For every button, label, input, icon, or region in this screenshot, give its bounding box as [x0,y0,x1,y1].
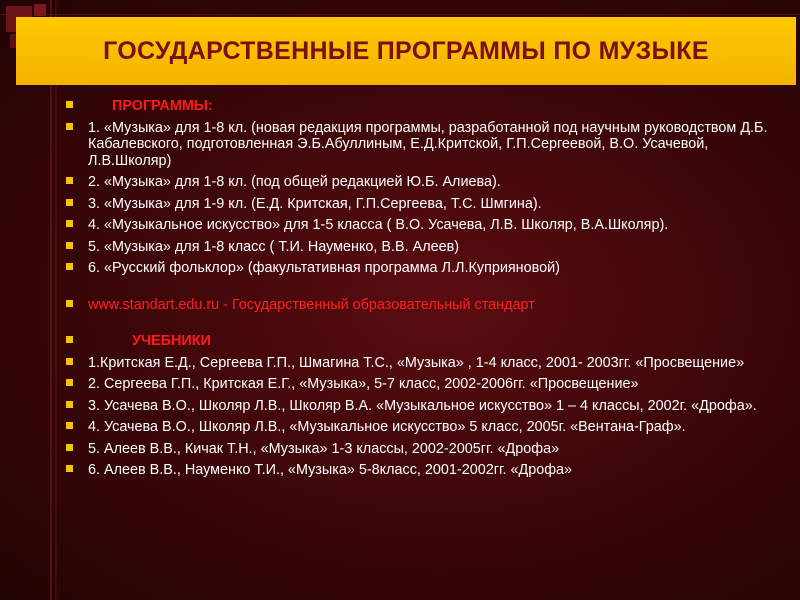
list-item [66,355,778,372]
list-item[interactable] [66,297,778,314]
list-item [66,260,778,277]
title-bar [16,17,796,85]
decorative-line [0,14,800,15]
textbooks-header: УЧЕБНИКИ [132,333,211,349]
program-text: 6. «Русский фольклор» (факультативная программа Л.Л.Куприяновой) [88,260,560,276]
square-bullet-icon [66,336,73,343]
decorative-line [55,0,57,600]
list-item [66,398,778,415]
list-item [66,419,778,436]
programs-header-item [66,98,778,115]
square-bullet-icon [66,123,73,130]
square-bullet-icon [66,401,73,408]
program-text: 2. «Музыка» для 1-8 кл. (под общей редакцией Ю.Б. Алиева). [88,174,501,190]
textbook-text: 6. Алеев В.В., Науменко Т.И., «Музыка» 5-8класс, 2001-2002гг. «Дрофа» [88,462,573,478]
slide-content [66,98,778,479]
decorative-line [50,0,52,600]
standard-link[interactable]: www.standart.edu.ru - Государственный образовательный стандарт [88,296,535,313]
square-bullet-icon [66,199,73,206]
textbook-text: 2. Сергеева Г.П., Критская Е.Г., «Музыка», 5-7 класс, 2002-2006гг. «Просвещение» [88,376,639,392]
textbook-text: 4. Усачева В.О., Школяр Л.В., «Музыкальное искусство» 5 класс, 2005г. «Вентана-Граф». [88,419,686,435]
program-text: 5. «Музыка» для 1-8 класс ( Т.И. Науменко, В.В. Алеев) [88,238,460,255]
square-bullet-icon [66,379,73,386]
textbook-text: 3. Усачева В.О., Школяр Л.В., Школяр В.А. «Музыкальное искусство» 1 – 4 классы, 2002г. «Дрофа». [88,397,757,414]
square-bullet-icon [66,422,73,429]
list-item [66,120,778,170]
list-item [66,196,778,213]
list-item [66,174,778,191]
square-bullet-icon [66,220,73,227]
list-item [66,217,778,234]
program-text: 1. «Музыка» для 1-8 кл. (новая редакция программы, разработанной под научным руководством Д.Б. Кабалевского, подготовленная Э.Б.Абуллиным, Е.Д.Критской, Г.П.Сергеевой, В.О. Усачевой, Л.В.Школяр) [88,119,768,169]
program-text: 4. «Музыкальное искусство» для 1-5 класса ( В.О. Усачева, Л.В. Школяр, В.А.Школяр). [88,217,669,233]
programs-header: ПРОГРАММЫ: [112,98,213,114]
list-item [66,441,778,458]
slide-title: ГОСУДАРСТВЕННЫЕ ПРОГРАММЫ ПО МУЗЫКЕ [103,36,709,65]
square-bullet-icon [66,242,73,249]
list-item [66,462,778,479]
square-bullet-icon [66,101,73,108]
list-item [66,239,778,256]
square-bullet-icon [66,465,73,472]
square-bullet-icon [66,358,73,365]
textbook-text: 5. Алеев В.В., Кичак Т.Н., «Музыка» 1-3 классы, 2002-2005гг. «Дрофа» [88,440,560,457]
list-item [66,376,778,393]
textbook-text: 1.Критская Е.Д., Сергеева Г.П., Шмагина Т.С., «Музыка» , 1-4 класс, 2001- 2003гг. «Просвещение» [88,354,745,371]
square-bullet-icon [66,300,73,307]
textbooks-header-item [66,333,778,350]
square-bullet-icon [66,444,73,451]
square-bullet-icon [66,263,73,270]
square-bullet-icon [66,177,73,184]
program-text: 3. «Музыка» для 1-9 кл. (Е.Д. Критская, Г.П.Сергеева, Т.С. Шмгина). [88,195,542,212]
